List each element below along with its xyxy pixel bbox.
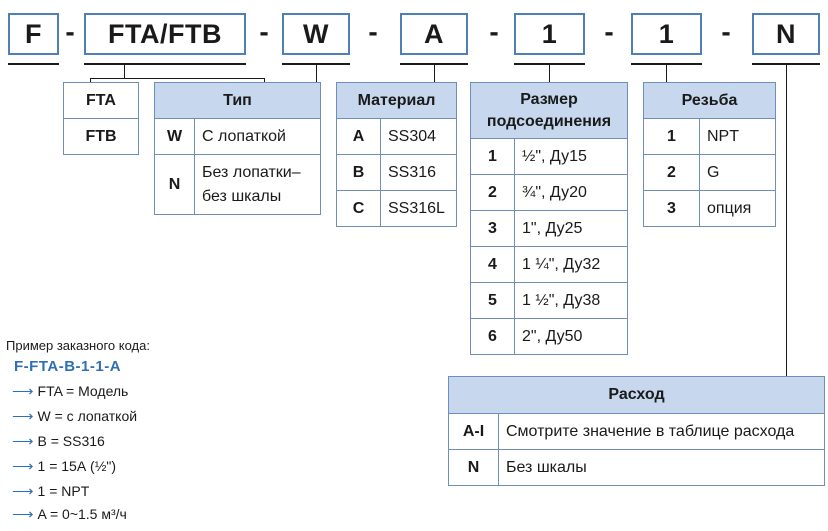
flow-code: N bbox=[449, 450, 499, 486]
code-segment-type: W bbox=[282, 13, 350, 55]
example-line-text: FTA = Модель bbox=[37, 383, 129, 399]
material-value: SS316 bbox=[381, 155, 457, 191]
size-value: 1 ½", Ду38 bbox=[515, 283, 628, 319]
example-line bbox=[12, 482, 89, 500]
connector-line bbox=[434, 65, 435, 82]
connector-line bbox=[549, 65, 550, 82]
code-underline bbox=[84, 63, 246, 65]
code-segment-series: F bbox=[8, 13, 59, 55]
model-table bbox=[63, 82, 139, 155]
example-line-text: B = SS316 bbox=[37, 433, 105, 449]
code-separator: - bbox=[368, 16, 378, 47]
material-code: B bbox=[337, 155, 381, 191]
flow-table bbox=[448, 376, 825, 486]
size-value: 1", Ду25 bbox=[515, 211, 628, 247]
material-value: SS316L bbox=[381, 191, 457, 227]
code-separator: - bbox=[604, 16, 614, 47]
size-value: 1 ¼", Ду32 bbox=[515, 247, 628, 283]
flow-value: Смотрите значение в таблице расхода bbox=[499, 414, 825, 450]
thread-code: 3 bbox=[644, 191, 700, 227]
example-line-text: A = 0~1.5 м³/ч bbox=[37, 506, 127, 522]
example-line-text: W = с лопаткой bbox=[37, 408, 138, 424]
size-value: ½", Ду15 bbox=[515, 139, 628, 175]
example-label: Пример заказного кода: bbox=[6, 338, 150, 353]
arrow-right-icon: ⟶ bbox=[12, 458, 34, 475]
code-separator: - bbox=[721, 16, 731, 47]
example-line bbox=[12, 457, 116, 475]
size-value: ¾", Ду20 bbox=[515, 175, 628, 211]
connector-line bbox=[786, 65, 787, 376]
code-separator: - bbox=[259, 16, 269, 47]
size-table bbox=[470, 82, 628, 355]
thread-value: G bbox=[700, 155, 776, 191]
code-separator: - bbox=[489, 16, 499, 47]
example-line bbox=[12, 505, 127, 523]
example-code: F-FTA-B-1-1-A bbox=[14, 358, 122, 375]
size-code: 5 bbox=[471, 283, 515, 319]
size-code: 2 bbox=[471, 175, 515, 211]
model-row: FTA bbox=[64, 83, 139, 119]
code-segment-size: 1 bbox=[514, 13, 585, 55]
material-value: SS304 bbox=[381, 119, 457, 155]
example-line-text: 1 = NPT bbox=[37, 483, 90, 499]
connector-line bbox=[124, 65, 125, 78]
type-code: N bbox=[155, 155, 195, 215]
size-code: 4 bbox=[471, 247, 515, 283]
thread-code: 2 bbox=[644, 155, 700, 191]
flow-table-header: Расход bbox=[449, 377, 825, 414]
flow-value: Без шкалы bbox=[499, 450, 825, 486]
code-separator: - bbox=[65, 16, 75, 47]
model-row: FTB bbox=[64, 119, 139, 155]
code-segment-model: FTA/FTB bbox=[84, 13, 246, 55]
arrow-right-icon: ⟶ bbox=[12, 383, 34, 400]
code-segment-thread: 1 bbox=[631, 13, 702, 55]
arrow-right-icon: ⟶ bbox=[12, 408, 34, 425]
material-code: A bbox=[337, 119, 381, 155]
type-value: Без лопатки–без шкалы bbox=[195, 155, 321, 215]
example-line bbox=[12, 407, 137, 425]
type-table-header: Тип bbox=[155, 83, 321, 119]
connector-line bbox=[666, 65, 667, 82]
thread-code: 1 bbox=[644, 119, 700, 155]
size-code: 1 bbox=[471, 139, 515, 175]
type-table bbox=[154, 82, 321, 215]
arrow-right-icon: ⟶ bbox=[12, 506, 34, 523]
example-line-text: 1 = 15А (½") bbox=[37, 458, 117, 474]
arrow-right-icon: ⟶ bbox=[12, 433, 34, 450]
code-segment-material: A bbox=[400, 13, 468, 55]
size-table-header: Размер подсоединения bbox=[471, 83, 628, 139]
connector-line bbox=[316, 65, 317, 82]
size-code: 3 bbox=[471, 211, 515, 247]
arrow-right-icon: ⟶ bbox=[12, 483, 34, 500]
connector-line bbox=[90, 78, 264, 79]
type-value: С лопаткой bbox=[195, 119, 321, 155]
material-table bbox=[336, 82, 457, 227]
example-line bbox=[12, 382, 128, 400]
thread-value: опция bbox=[700, 191, 776, 227]
thread-table-header: Резьба bbox=[644, 83, 776, 119]
code-underline bbox=[8, 63, 59, 65]
type-code: W bbox=[155, 119, 195, 155]
material-code: C bbox=[337, 191, 381, 227]
thread-table bbox=[643, 82, 776, 227]
example-line bbox=[12, 432, 105, 450]
size-value: 2", Ду50 bbox=[515, 319, 628, 355]
flow-code: A-I bbox=[449, 414, 499, 450]
thread-value: NPT bbox=[700, 119, 776, 155]
size-code: 6 bbox=[471, 319, 515, 355]
material-table-header: Материал bbox=[337, 83, 457, 119]
code-segment-flow: N bbox=[752, 13, 820, 55]
